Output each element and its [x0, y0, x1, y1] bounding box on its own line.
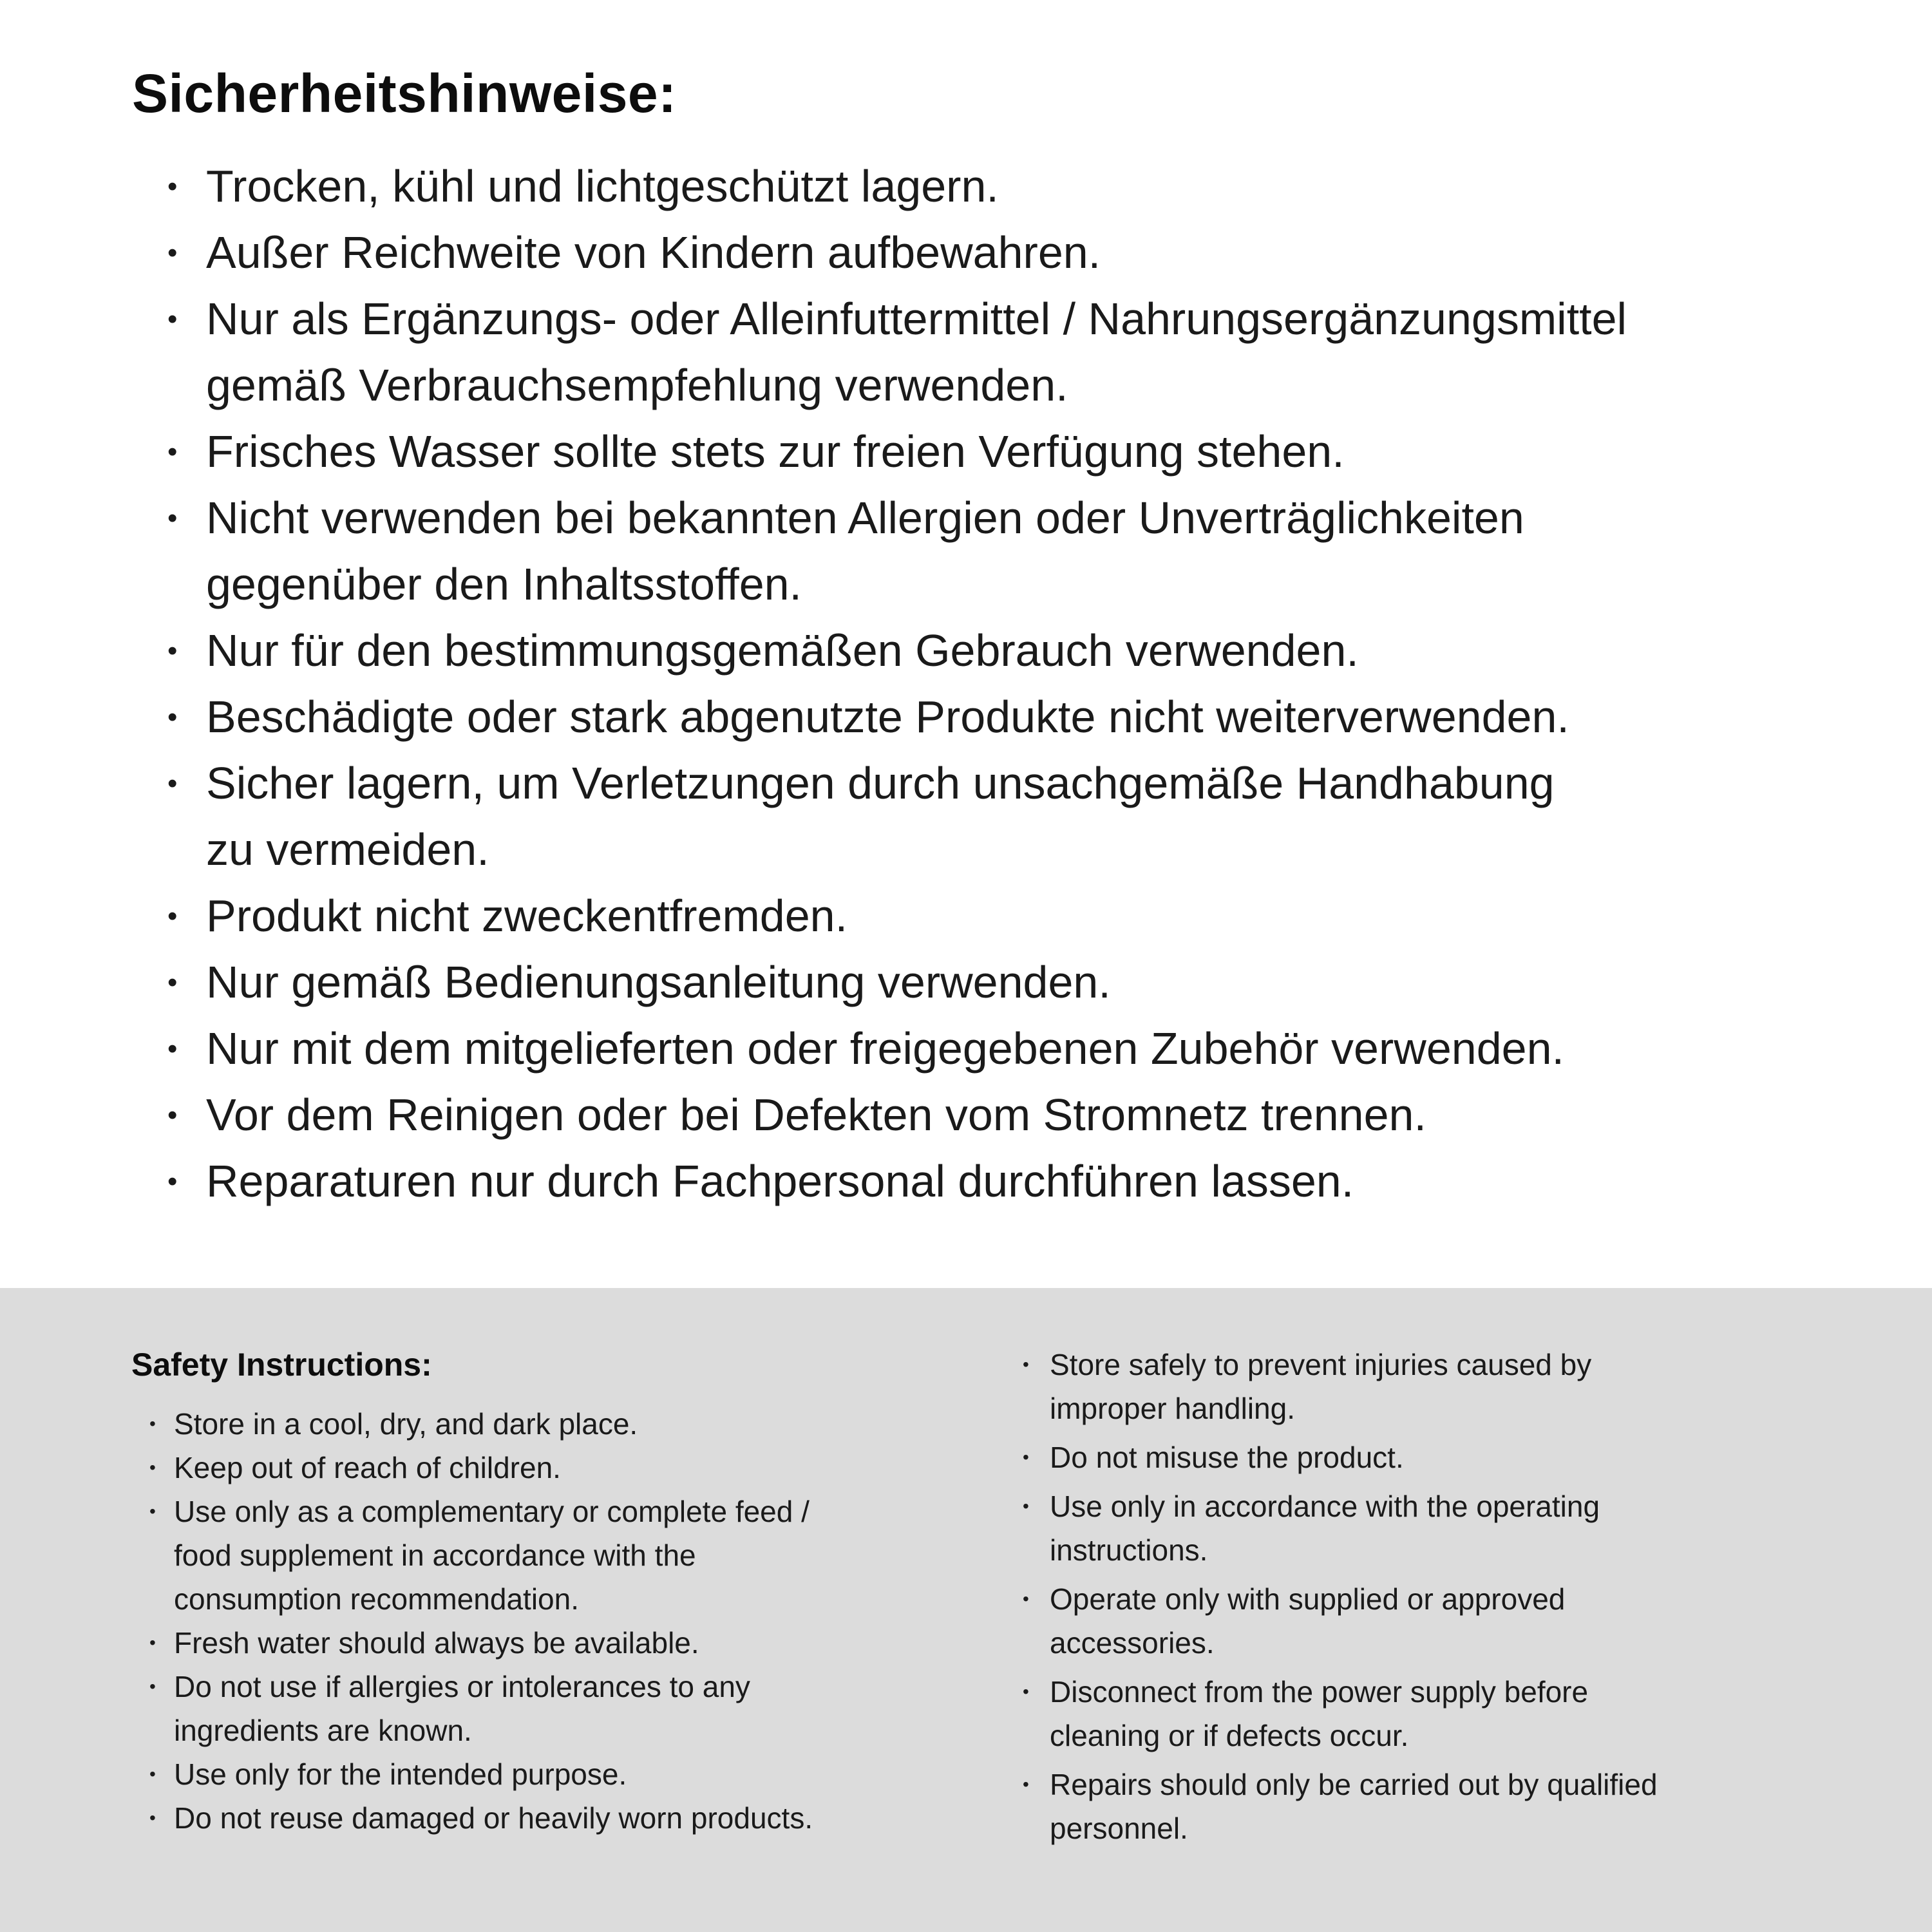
- text-line: Nur mit dem mitgelieferten oder freigegebenen Zubehör verwenden.: [206, 1023, 1564, 1074]
- text-line: personnel.: [1050, 1812, 1188, 1845]
- text-line: Nicht verwenden bei bekannten Allergien oder Unverträglichkeiten: [206, 492, 1524, 543]
- bullet-icon: •: [167, 502, 178, 534]
- text-line: Operate only with supplied or approved: [1050, 1582, 1566, 1616]
- text-line: Beschädigte oder stark abgenutzte Produkte nicht weiterverwenden.: [206, 691, 1569, 742]
- bullet-icon: •: [1023, 1354, 1029, 1374]
- text-line: consumption recommendation.: [174, 1582, 579, 1616]
- list-item: [132, 153, 1877, 220]
- bullet-icon: •: [149, 1763, 156, 1784]
- bullet-icon: •: [167, 634, 178, 667]
- bullet-icon: •: [1023, 1589, 1029, 1609]
- text-line: Trocken, kühl und lichtgeschützt lagern.: [206, 160, 999, 211]
- text-line: instructions.: [1050, 1533, 1208, 1567]
- text-line: Produkt nicht zweckentfremden.: [206, 890, 848, 941]
- english-section-title: Safety Instructions:: [131, 1347, 432, 1383]
- german-bullet-list: [132, 153, 1877, 1215]
- text-line: food supplement in accordance with the: [174, 1538, 696, 1572]
- text-line: Disconnect from the power supply before: [1050, 1675, 1589, 1709]
- text-line: improper handling.: [1050, 1392, 1296, 1425]
- bullet-icon: •: [1023, 1496, 1029, 1516]
- text-line: Store in a cool, dry, and dark place.: [174, 1406, 638, 1441]
- bullet-icon: •: [149, 1457, 156, 1477]
- list-item: [132, 220, 1877, 286]
- list-item: [132, 949, 1877, 1016]
- english-left-bullet-list: [131, 1402, 1001, 1840]
- list-item: [131, 1446, 1001, 1490]
- bullet-icon: •: [149, 1807, 156, 1828]
- text-line: Reparaturen nur durch Fachpersonal durchführen lassen.: [206, 1155, 1354, 1206]
- text-line: Außer Reichweite von Kindern aufbewahren.: [206, 227, 1101, 278]
- text-line: Vor dem Reinigen oder bei Defekten vom Stromnetz trennen.: [206, 1089, 1426, 1140]
- text-line: Keep out of reach of children.: [174, 1450, 561, 1484]
- bullet-icon: •: [167, 435, 178, 468]
- bullet-icon: •: [1023, 1447, 1029, 1467]
- german-section-title: Sicherheitshinweise:: [132, 63, 677, 124]
- bullet-icon: •: [167, 767, 178, 799]
- list-item: [132, 750, 1877, 883]
- list-item: [998, 1763, 1913, 1850]
- text-line: Use only for the intended purpose.: [174, 1757, 627, 1791]
- text-line: Fresh water should always be available.: [174, 1625, 699, 1660]
- list-item: [132, 883, 1877, 949]
- list-item: [132, 684, 1877, 750]
- bullet-icon: •: [1023, 1681, 1029, 1701]
- list-item: [131, 1665, 1001, 1752]
- english-section: [0, 1288, 1932, 1932]
- list-item: [132, 286, 1877, 419]
- list-item: [132, 419, 1877, 485]
- text-line: Use only as a complementary or complete feed /: [174, 1494, 810, 1528]
- text-line: gegenüber den Inhaltsstoffen.: [206, 558, 802, 609]
- text-line: Frisches Wasser sollte stets zur freien Verfügung stehen.: [206, 426, 1345, 477]
- text-line: Nur für den bestimmungsgemäßen Gebrauch verwenden.: [206, 625, 1359, 676]
- text-line: Do not reuse damaged or heavily worn products.: [174, 1801, 813, 1835]
- english-right-column: [998, 1343, 1913, 1855]
- english-right-bullet-list: [998, 1343, 1913, 1850]
- bullet-icon: •: [167, 1165, 178, 1197]
- text-line: Store safely to prevent injuries caused by: [1050, 1348, 1592, 1381]
- bullet-icon: •: [167, 303, 178, 335]
- list-item: [131, 1402, 1001, 1446]
- text-line: zu vermeiden.: [206, 824, 489, 875]
- bullet-icon: •: [167, 966, 178, 998]
- bullet-icon: •: [149, 1632, 156, 1653]
- bullet-icon: •: [149, 1676, 156, 1696]
- list-item: [131, 1752, 1001, 1796]
- text-line: Nur gemäß Bedienungsanleitung verwenden.: [206, 956, 1111, 1007]
- list-item: [998, 1435, 1913, 1479]
- list-item: [132, 1016, 1877, 1082]
- list-item: [998, 1343, 1913, 1430]
- text-line: ingredients are known.: [174, 1713, 472, 1747]
- bullet-icon: •: [167, 170, 178, 202]
- list-item: [131, 1796, 1001, 1840]
- bullet-icon: •: [1023, 1774, 1029, 1794]
- list-item: [132, 1148, 1877, 1215]
- text-line: Use only in accordance with the operating: [1050, 1490, 1600, 1523]
- bullet-icon: •: [167, 1032, 178, 1065]
- bullet-icon: •: [149, 1501, 156, 1521]
- text-line: gemäß Verbrauchsempfehlung verwenden.: [206, 359, 1068, 410]
- list-item: [132, 618, 1877, 684]
- list-item: [132, 485, 1877, 618]
- bullet-icon: •: [167, 236, 178, 269]
- text-line: Nur als Ergänzungs- oder Alleinfuttermittel / Nahrungsergänzungsmittel: [206, 293, 1627, 344]
- text-line: Repairs should only be carried out by qualified: [1050, 1768, 1658, 1801]
- text-line: Do not use if allergies or intolerances to any: [174, 1669, 750, 1703]
- english-left-column: [131, 1345, 1001, 1840]
- german-section: [132, 61, 1877, 1215]
- list-item: [998, 1484, 1913, 1572]
- list-item: [131, 1621, 1001, 1665]
- list-item: [998, 1577, 1913, 1665]
- bullet-icon: •: [167, 900, 178, 932]
- bullet-icon: •: [167, 701, 178, 733]
- text-line: cleaning or if defects occur.: [1050, 1719, 1409, 1752]
- bullet-icon: •: [149, 1413, 156, 1434]
- bullet-icon: •: [167, 1099, 178, 1131]
- list-item: [131, 1490, 1001, 1621]
- list-item: [998, 1670, 1913, 1757]
- text-line: accessories.: [1050, 1626, 1215, 1660]
- text-line: Sicher lagern, um Verletzungen durch unsachgemäße Handhabung: [206, 757, 1555, 808]
- text-line: Do not misuse the product.: [1050, 1441, 1404, 1474]
- list-item: [132, 1082, 1877, 1148]
